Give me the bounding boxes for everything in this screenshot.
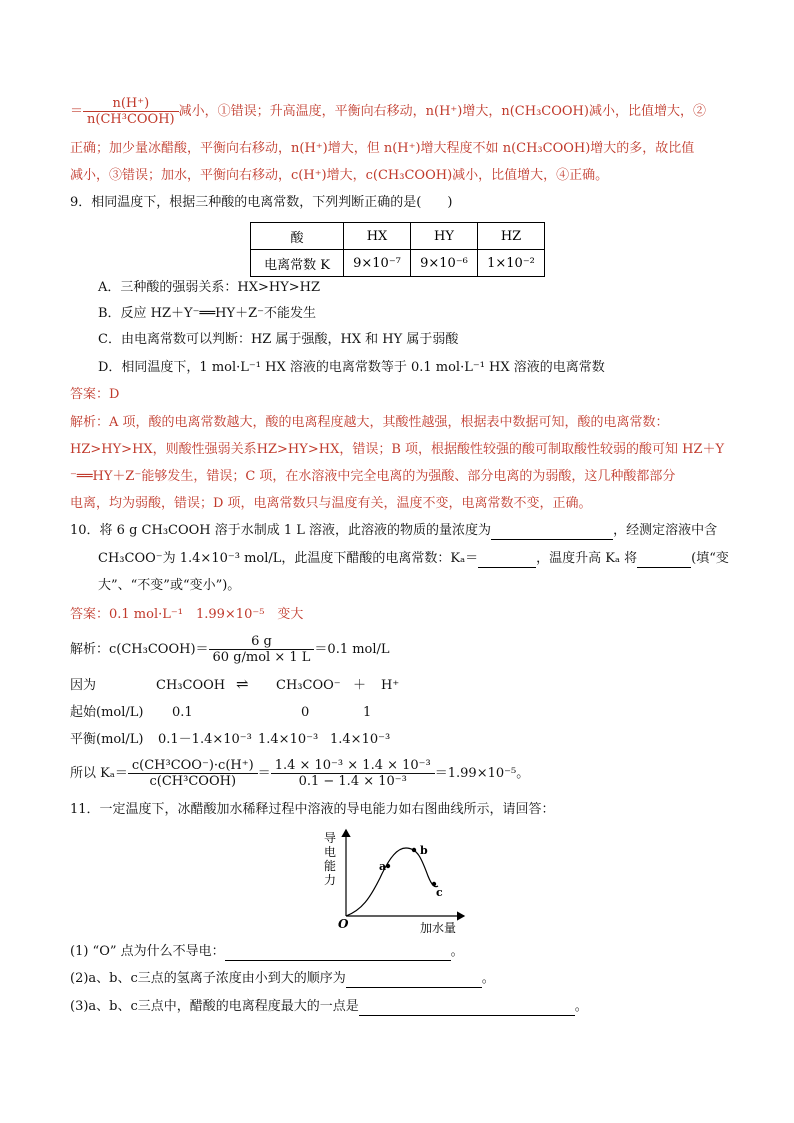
- equals-sign: ＝: [70, 104, 84, 119]
- question-11-part-1: [70, 943, 464, 961]
- equation-hydrogen: H⁺: [381, 678, 400, 693]
- question-10-answer: 答案：0.1 mol·L⁻¹ 1.99×10⁻⁵ 变大: [70, 607, 304, 622]
- question-11-part-3: [70, 998, 588, 1016]
- conductivity-curve: [346, 848, 438, 916]
- question-10-text: CH₃COO⁻为 1.4×10⁻³ mol/L，此温度下醋酸的电离常数：Kₐ＝: [98, 551, 479, 566]
- ratio-fraction: [83, 96, 179, 127]
- table-cell: 9×10⁻⁷: [344, 250, 411, 277]
- point-a-marker: [386, 864, 390, 868]
- ka-result: ＝1.99×10⁻⁵。: [434, 766, 530, 781]
- question-9-option-a: A．三种酸的强弱关系：HX>HY>HZ: [98, 280, 321, 295]
- table-row: [251, 250, 545, 277]
- question-11-text: (2)a、b、c三点的氢离子浓度由小到大的顺序为: [70, 971, 346, 986]
- question-11-text: 。: [481, 971, 495, 986]
- y-axis-label-char: 力: [324, 873, 337, 887]
- y-axis-label-char: 导: [324, 831, 337, 845]
- table-header-row: [251, 223, 545, 250]
- blank-ka-change[interactable]: [637, 553, 691, 568]
- solution-continuation-line-1: [70, 96, 706, 127]
- question-9-analysis-line: 解析：A 项，酸的电离常数越大，酸的电离程度越大，其酸性越强，根据表中数据可知，酸的电离常数：: [70, 415, 669, 430]
- question-10-text: ，经测定溶液中含: [613, 523, 718, 538]
- equation-acetate: CH₃COO⁻: [276, 678, 341, 693]
- conductivity-curve-figure: [322, 826, 472, 938]
- ka-label: 所以 Kₐ＝: [70, 766, 128, 781]
- equilibrium-value: 1.4×10⁻³: [330, 732, 391, 747]
- point-label-b: b: [420, 844, 428, 857]
- blank-why-not-conductive[interactable]: [225, 946, 451, 961]
- fraction-denominator: n(CH³COOH): [87, 112, 175, 127]
- fraction-denominator: c(CH³COOH): [149, 774, 237, 789]
- blank-concentration[interactable]: [491, 525, 613, 540]
- question-10-solution-line: [70, 634, 390, 665]
- y-axis-label-char: 能: [324, 859, 337, 873]
- point-label-c: c: [436, 886, 443, 899]
- x-axis-label: 加水量: [420, 921, 457, 935]
- fraction-numerator: 1.4 × 10⁻³ × 1.4 × 10⁻³: [271, 758, 435, 774]
- equilibrium-value: 0.1－1.4×10⁻³: [158, 732, 252, 747]
- question-10-line-3: 大”、“不变”或“变小”)。: [98, 578, 241, 593]
- solution-text: 解析：c(CH₃COOH)＝: [70, 642, 209, 657]
- question-11-text: 。: [450, 944, 464, 959]
- solution-continuation-line-2: 正确；加少量冰醋酸，平衡向右移动，n(H⁺)增大，但 n(H⁺)增大程度不如 n(CH₃COOH)增大的多，故比值: [70, 141, 695, 156]
- equation-acid: CH₃COOH: [156, 678, 226, 693]
- because-label: 因为: [70, 678, 97, 693]
- question-11-text: (1) “O” 点为什么不导电：: [70, 944, 225, 959]
- question-9-option-c: C．由电离常数可以判断：HZ 属于强酸，HX 和 HY 属于弱酸: [98, 332, 459, 347]
- question-9-analysis-line: ⁻══HY＋Z⁻能够发生，错误；C 项，在水溶液中完全电离的为强酸、部分电离的为弱酸，这几种酸都部分: [70, 469, 676, 484]
- question-9-analysis-line: 电离，均为弱酸，错误；D 项，电离常数只与温度有关，温度不变，电离常数不变，正确。: [70, 496, 592, 511]
- table-header-cell: HZ: [478, 223, 545, 250]
- ionization-constant-table: [250, 222, 545, 277]
- equilibrium-value: 1.4×10⁻³: [258, 732, 319, 747]
- fraction-numerator: c(CH³COO⁻)·c(H⁺): [128, 758, 258, 774]
- start-value: 0.1: [172, 705, 193, 720]
- table-cell: 1×10⁻²: [478, 250, 545, 277]
- point-label-a: a: [379, 860, 387, 873]
- question-9-stem: 9．相同温度下，根据三种酸的电离常数，下列判断正确的是( ): [70, 195, 453, 210]
- question-11-part-2: [70, 970, 495, 988]
- table-cell: 9×10⁻⁶: [411, 250, 478, 277]
- question-9-analysis-line: HZ>HY>HX，则酸性强弱关系HZ>HY>HX，错误；B 项，根据酸性较强的酸可制取酸性较弱的酸可知 HZ＋Y: [70, 442, 725, 457]
- question-9-option-b: B．反应 HZ＋Y⁻══HY＋Z⁻不能发生: [98, 306, 316, 321]
- fraction-denominator: 60 g/mol × 1 L: [212, 650, 311, 665]
- solution-text: ＝0.1 mol/L: [314, 642, 390, 657]
- ka-symbolic-fraction: [128, 758, 258, 789]
- question-9-option-d: D．相同温度下，1 mol·L⁻¹ HX 溶液的电离常数等于 0.1 mol·L⁻¹ HX 溶液的电离常数: [98, 360, 605, 375]
- origin-label: O: [338, 917, 349, 931]
- ka-calculation-line: [70, 758, 529, 789]
- start-value: 0: [301, 705, 310, 720]
- question-10-text: 10．将 6 g CH₃COOH 溶于水制成 1 L 溶液，此溶液的物质的量浓度为: [70, 523, 492, 538]
- table-header-cell: 酸: [251, 223, 344, 250]
- equation-plus: ＋: [353, 678, 367, 693]
- question-10-text: (填“变: [691, 551, 729, 566]
- blank-max-ionization-point[interactable]: [359, 1001, 575, 1016]
- question-10-text: ，温度升高 Kₐ 将: [536, 551, 638, 566]
- table-header-cell: HY: [411, 223, 478, 250]
- question-10-line-1: [70, 522, 717, 540]
- question-11-stem: 11．一定温度下，冰醋酸加水稀释过程中溶液的导电能力如右图曲线所示，请回答：: [70, 802, 555, 817]
- concentration-fraction: [209, 634, 315, 665]
- start-label: 起始(mol/L): [70, 705, 144, 720]
- fraction-numerator: 6 g: [209, 634, 315, 650]
- y-axis-label-char: 电: [324, 845, 337, 859]
- question-11-text: (3)a、b、c三点中，醋酸的电离程度最大的一点是: [70, 999, 359, 1014]
- question-11-text: 。: [574, 999, 588, 1014]
- ka-numeric-fraction: [271, 758, 435, 789]
- question-9-answer: 答案：D: [70, 387, 120, 402]
- fraction-numerator: n(H⁺): [83, 96, 179, 112]
- solution-continuation-line-3: 减小，③错误；加水，平衡向右移动，c(H⁺)增大，c(CH₃COOH)减小，比值增大，④正确。: [70, 168, 609, 183]
- table-cell: 电离常数 K: [251, 250, 344, 277]
- solution-text: 减小，①错误；升高温度，平衡向右移动，n(H⁺)增大，n(CH₃COOH)减小，比值增大，②: [178, 104, 706, 119]
- fraction-denominator: 0.1 − 1.4 × 10⁻³: [298, 774, 407, 789]
- blank-h-ion-order[interactable]: [346, 973, 482, 988]
- equilibrium-arrow: ⇌: [236, 675, 249, 693]
- table-header-cell: HX: [344, 223, 411, 250]
- equilibrium-label: 平衡(mol/L): [70, 732, 144, 747]
- question-10-line-2: [98, 550, 729, 568]
- equals-sign: ＝: [257, 766, 271, 781]
- point-b-marker: [412, 848, 416, 852]
- blank-ka[interactable]: [478, 553, 536, 568]
- start-value: 1: [363, 705, 372, 720]
